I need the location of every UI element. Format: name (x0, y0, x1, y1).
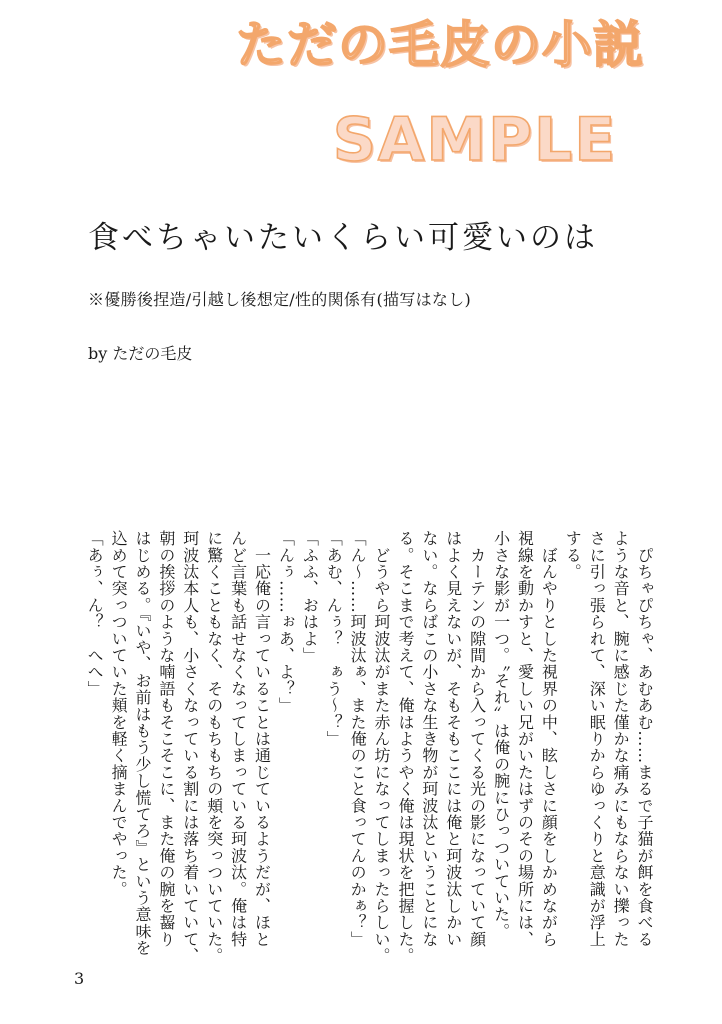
body-line: 「んぅ……ぉあ、よ？」 (276, 530, 296, 714)
body-line: ような音と、腕に感じた僅かな痛みにもならない擽った (611, 530, 631, 948)
body-line: 込めて突っついていた頬を軽く摘まんでやった。 (109, 530, 129, 898)
watermark-sample: SAMPLE (332, 105, 618, 175)
story-body (82, 530, 656, 970)
watermark-author-novel: ただの毛皮の小説 (236, 16, 644, 74)
body-line: に驚くこともなく、そのもちもちの頬を突っついていた。 (204, 530, 224, 965)
body-line: 「あぅ、ん？ へへ」 (85, 530, 105, 697)
body-line: 「ん～……珂波汰ぁ、また俺のこと食ってんのかぁ？」 (348, 530, 368, 948)
body-line: 珂波汰本人も、小さくなっている割には落ち着いていて、 (180, 530, 200, 965)
body-line: 視線を動かすと、愛しい兄がいたはずのその場所には、 (515, 530, 535, 948)
body-line: 朝の挨拶のような喃語もそこそこに、また俺の腕を齧り (156, 530, 176, 948)
body-line: ぴちゃぴちゃ、あむあむ……まるで子猫が餌を食べる (635, 530, 654, 948)
author-byline: by ただの毛皮 (88, 344, 193, 363)
body-line: 小さな影が一つ。〝それ〟は俺の腕にひっついていた。 (491, 530, 511, 940)
body-line: はよく見えないが、そもそもここには俺と珂波汰しかい (443, 530, 463, 948)
story-title: 食べちゃいたいくらい可愛いのは (88, 220, 598, 256)
body-line: さに引っ張られて、深い眠りからゆっくりと意識が浮上 (587, 530, 607, 948)
body-line: 「あむ、んぅ？ ぁう～？」 (324, 530, 344, 748)
body-line: はじめる。『いや、お前はもう少し慌てろ』という意味を (132, 530, 152, 957)
body-line: る。そこまで考えて、俺はようやく俺は現状を把握した。 (395, 530, 415, 965)
page-number: 3 (74, 969, 85, 988)
body-line: 「ふふ、おはよ」 (300, 530, 320, 664)
body-line: ぼんやりとした視界の中、眩しさに顔をしかめながら (539, 530, 559, 948)
body-line: どうやら珂波汰がまた赤ん坊になってしまったらしい。 (372, 530, 392, 965)
body-line: カーテンの隙間から入ってくる光の影になっていて顔 (467, 530, 487, 948)
body-line: んど言葉も話せなくなってしまっている珂波汰。俺は特 (228, 530, 248, 948)
content-warning: ※優勝後捏造/引越し後想定/性的関係有(描写はなし) (88, 290, 472, 309)
body-line: する。 (563, 530, 583, 581)
body-line: ない。ならばこの小さな生き物が珂波汰ということにな (419, 530, 439, 948)
body-line: 一応俺の言っていることは通じているようだが、ほと (252, 530, 272, 948)
